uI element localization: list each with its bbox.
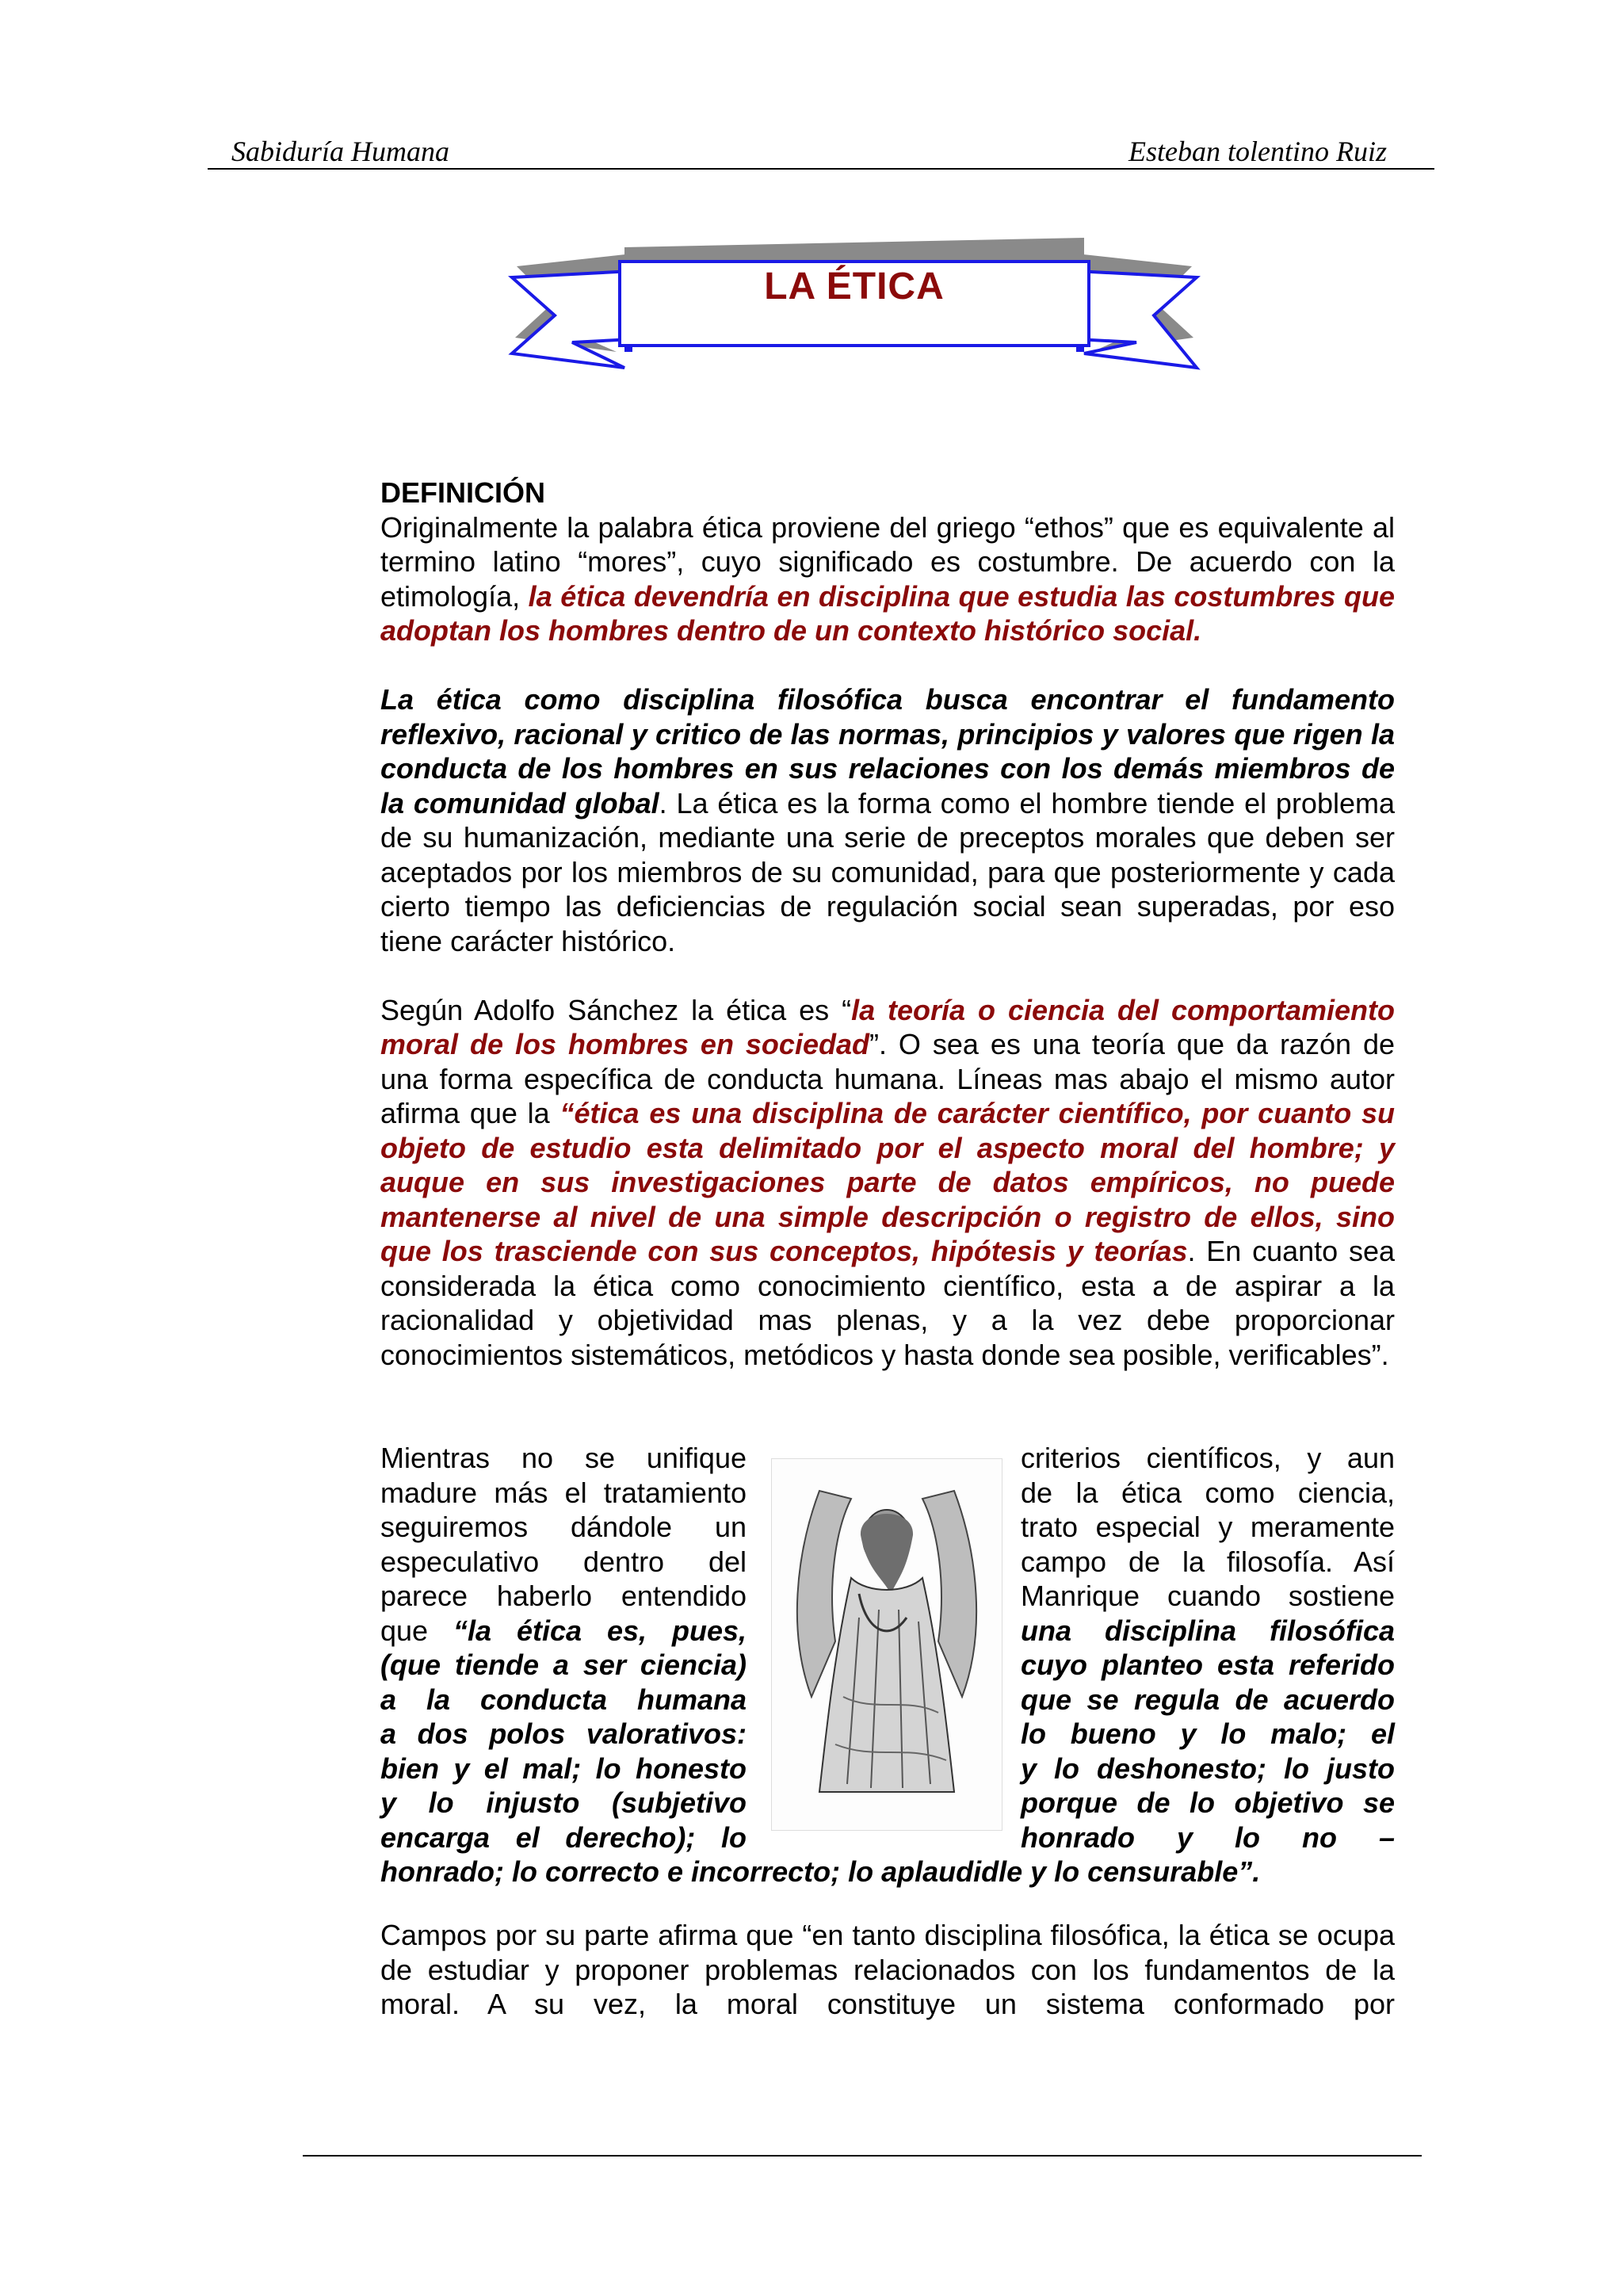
footer-divider — [303, 2155, 1422, 2157]
left-line: encarga el derecho); lo — [380, 1820, 747, 1854]
right-line: porque de lo objetivo se — [1021, 1786, 1395, 1819]
left-line-que — [380, 1614, 747, 1648]
highlight-text: la teoría o ciencia del comportamiento moral de los hombres en sociedad — [380, 993, 1395, 1060]
left-line: Mientras no se unifique — [380, 1442, 747, 1474]
right-line: una disciplina filosófica — [1021, 1614, 1395, 1647]
highlight-text: “ética es una disciplina de carácter científico, por cuanto su objeto de estudio esta delimitado por el aspecto moral del hombre; y auque en sus investigaciones parte de datos empíricos, no puede mantenerse al nivel de una simple descripción o registro de ellos, sino que los trasciende con sus conceptos, hipótesis y teorías — [380, 1097, 1395, 1267]
right-line: y lo deshonesto; lo justo — [1021, 1752, 1395, 1785]
left-line: parece haberlo entendido — [380, 1580, 747, 1612]
right-line: que se regula de acuerdo — [1021, 1683, 1395, 1716]
right-line: trato especial y meramente — [1021, 1511, 1395, 1543]
right-line: honrado y lo no – — [1021, 1820, 1395, 1854]
bold-italic-text: “la ética es, pues, — [453, 1614, 747, 1647]
title-banner — [506, 233, 1203, 372]
right-line: criterios científicos, y aun — [1021, 1442, 1395, 1474]
page-header — [208, 135, 1434, 170]
paragraph-sanchez — [380, 993, 1395, 1373]
text-run: ”. O sea es una teoría que da razón de una forma específica de conducta humana. Líneas mas abajo el mismo autor afirma que la — [380, 1028, 1395, 1129]
bold-italic-text: La ética como disciplina filosófica busca encontrar el fundamento reflexivo, racional y critico de las normas, principios y valores que rigen la conducta de los hombres en sus relaciones con los demás miembros de la comunidad global — [380, 683, 1395, 819]
section-heading: DEFINICIÓN — [380, 476, 546, 509]
wrapped-paragraph — [380, 1441, 1395, 1888]
angel-illustration — [771, 1458, 1002, 1831]
header-author: Esteban tolentino Ruiz — [1128, 136, 1387, 167]
text-run: que — [380, 1614, 454, 1647]
left-line: seguiremos dándole un — [380, 1511, 747, 1543]
left-line: y lo injusto (subjetivo — [380, 1786, 747, 1819]
text-run: . En cuanto sea considerada la ética como conocimiento científico, esta a de aspirar a la racionalidad y objetividad mas plenas, y a la vez debe proporcionar conocimientos sistemáticos, metódicos y hasta donde sea posible, verificables”. — [380, 1235, 1395, 1371]
paragraph-definition — [380, 510, 1395, 648]
header-left-title: Sabiduría Humana — [231, 136, 450, 167]
paragraph-philosophical — [380, 682, 1395, 958]
main-content — [380, 476, 1395, 2022]
angel-sketch-image — [772, 1459, 1002, 1830]
right-line: lo bueno y lo malo; el — [1021, 1717, 1395, 1750]
right-column — [1021, 1441, 1395, 1855]
right-line: Manrique cuando sostiene — [1021, 1580, 1395, 1612]
paragraph-campos: Campos por su parte afirma que “en tanto disciplina filosófica, la ética se ocupa de estudiar y proponer problemas relacionados con los fundamentos de la moral. A su vez, la moral constituye un sistema conformado por — [380, 1919, 1395, 2020]
document-title: LA ÉTICA — [764, 266, 945, 308]
left-line: madure más el tratamiento — [380, 1476, 747, 1509]
wrapped-final-line: honrado; lo correcto e incorrecto; lo aplaudidle y lo censurable”. — [380, 1855, 1261, 1888]
text-run: . La ética es la forma como el hombre tiende el problema de su humanización, mediante una serie de preceptos morales que deben ser aceptados por los miembros de su comunidad, para que posteriormente y cada cierto tiempo las deficiencias de regulación social sean superadas, por eso tiene carácter histórico. — [380, 786, 1396, 957]
left-line: especulativo dentro del — [380, 1545, 747, 1578]
highlight-text: la ética devendría en disciplina que estudia las costumbres que adoptan los hombres dentro de un contexto histórico social. — [380, 579, 1395, 647]
text-run: Según Adolfo Sánchez la ética es “ — [380, 993, 852, 1026]
right-line: campo de la filosofía. Así — [1021, 1545, 1395, 1578]
left-column — [380, 1441, 747, 1855]
left-line: a dos polos valorativos: — [380, 1717, 747, 1750]
text-run: Originalmente la palabra ética proviene del griego “ethos” que es equivalente al termino latino “mores”, cuyo significado es costumbre. De acuerdo con la etimología, — [380, 510, 1395, 613]
left-line: bien y el mal; lo honesto — [380, 1752, 747, 1785]
left-line: (que tiende a ser ciencia) — [380, 1648, 747, 1681]
right-line: cuyo planteo esta referido — [1021, 1648, 1395, 1681]
left-line: a la conducta humana — [380, 1683, 747, 1716]
right-line: de la ética como ciencia, — [1021, 1476, 1395, 1509]
